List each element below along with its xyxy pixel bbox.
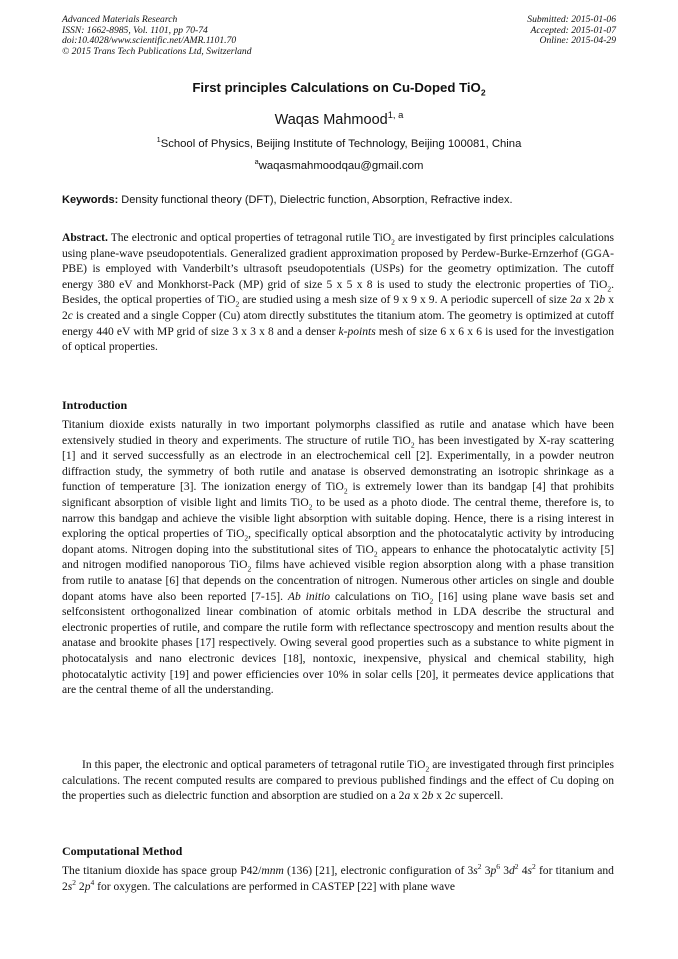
computational-method-heading: Computational Method	[62, 844, 183, 858]
author-name: Waqas Mahmood	[274, 112, 388, 128]
accepted-date: Accepted: 2015-01-07	[530, 24, 616, 36]
introduction-paragraph-2: In this paper, the electronic and optical parameters of tetragonal rutile TiO$_2$ are investigated through first principles calculations. The recent computed results are compared to previous published findings and the effect of Cu doping on the properties such as dielectric function and absorption are studied on a 2a x 2b x 2c supercell.	[62, 759, 614, 803]
keywords: Keywords: Density functional theory (DFT), Dielectric function, Absorption, Refractive index.	[62, 194, 513, 206]
author-line: Waqas Mahmood$^{1, a}$	[274, 109, 404, 128]
submitted-date: Submitted: 2015-01-06	[527, 14, 616, 25]
journal-header-left	[62, 15, 252, 57]
introduction-heading: Introduction	[62, 398, 128, 412]
author-email: $^a$waqasmahmoodqau@gmail.com	[254, 157, 424, 172]
computational-method-paragraph: The titanium dioxide has space group P42/mnm (136) [21], electronic configuration of $3s^2$ $3p^6$ $3d^2$ $4s^2$ for titanium and $2s^2$ $2p^4$ for oxygen. The calculations are performed in CASTEP [22] with plane wave	[62, 862, 614, 893]
abstract-paragraph: Abstract. The electronic and optical properties of tetragonal rutile TiO$_2$ are investigated by first principles calculations using plane-wave pseudopotentials. Generalized gradient approximation proposed by Perdew-Burke-Ernzerhof (GGA-PBE) is employed with Vanderbilt’s ultrasoft pseudopotentials (USPs) for the geometry optimization. The cutoff energy 380 eV and Monkhorst-Pack (MP) grid of size 5 x 5 x 8 is used to study the electronic properties of TiO$_2$. Besides, the optical properties of TiO$_2$ are studied using a mesh size of 9 x 9 x 9. A periodic supercell of size 2a x 2b x 2c is created and a single Copper (Cu) atom directly substitutes the titanium atom. The geometry is optimized at cutoff energy 440 eV with MP grid of size 3 x 3 x 8 and a denser k-points mesh of size 6 x 6 x 6 is used for the investigation of optical properties.	[62, 232, 614, 354]
journal-header-right	[527, 15, 616, 47]
affiliation: $^1$School of Physics, Beijing Institute of Technology, Beijing 100081, China	[156, 135, 522, 150]
online-date: Online: 2015-04-29	[539, 35, 616, 47]
paper-title: First principles Calculations on Cu-Doped TiO$_2$	[192, 80, 486, 98]
journal-name: Advanced Materials Research	[62, 14, 178, 25]
introduction-paragraph-1: Titanium dioxide exists naturally in two important polymorphs classified as rutile and anatase which have been extensively studied in theory and experiments. The structure of rutile TiO$_2$ has been investigated by X-ray scattering [1] and it served successfully as an electrode in an electrochemical cell [2]. Experimentally, in a powder neutron diffraction study, the symmetry of both rutile and anatase is observed demonstrating an isotropic shrinkage as a function of temperature [3]. The ionization energy of TiO$_2$ is extremely lower than its bandgap [4] that prohibits significant absorption of visible light and limits TiO$_2$ to be used as a photo diode. The central theme, therefore is, to narrow this bandgap and achieve the visible light absorption with suitable doping. Hence, there is a rising interest in exploring the optical properties of TiO$_2$, specifically optical absorption and the photocatalytic activity by introducing dopant atoms. Nitrogen doping into the substitutional sites of TiO$_2$ appears to enhance the photocatalytic activity [5] and nitrogen modified nanoporous TiO$_2$ films have achieved visible region absorption along with a phase transition from rutile to anatase [6] that depends on the concentration of nitrogen. Numerous other articles on single and double dopant atoms have also been reported [7-15]. Ab initio calculations on TiO$_2$ [16] using plane wave basis set and selfconsistent orthogonalized linear combination of atomic orbitals method in LDA describe the structural and electronic properties of rutile, and compare the rutile form with reflectance spectroscopy and mention results about the anatase and brookite phases [17] respectively. Owing several good properties such as a substance to white pigment in photocatalysis and nano electronic devices [18], nontoxic, inexpensive, physical and chemical stability, high photocatalytic activity [19] and power efficiencies over 10% in solar cells [20], it permeates device applications that are the central theme of all the understanding.	[62, 419, 614, 697]
copyright-line: © 2015 Trans Tech Publications Ltd, Switzerland	[62, 45, 252, 57]
issn-line: ISSN: 1662-8985, Vol. 1101, pp 70-74	[62, 24, 208, 36]
doi-line: doi:10.4028/www.scientific.net/AMR.1101.70	[62, 35, 237, 47]
